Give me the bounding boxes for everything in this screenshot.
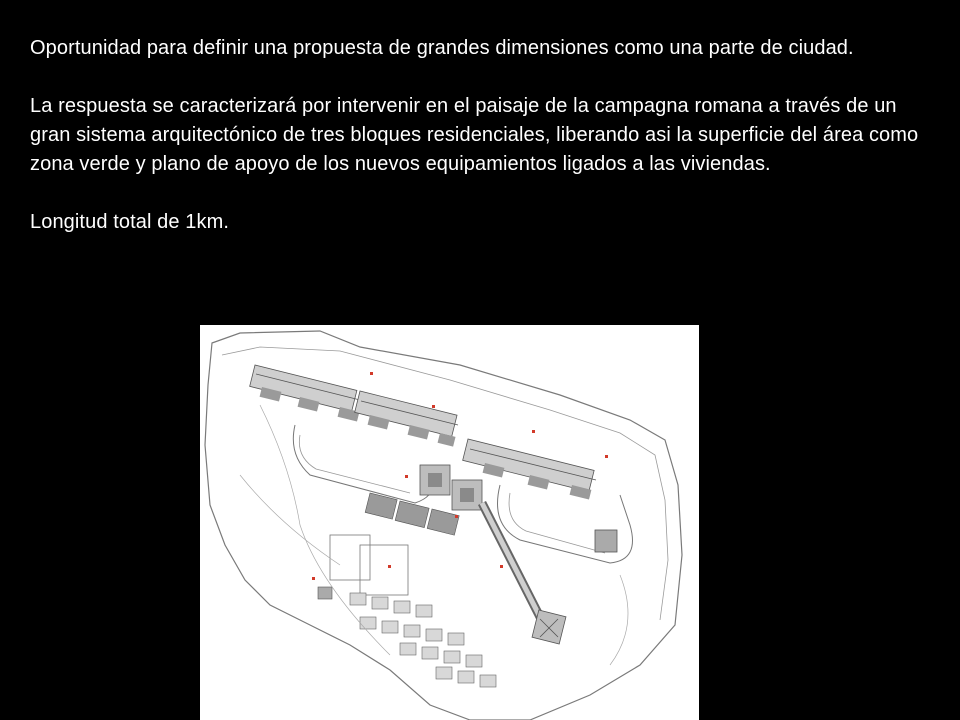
site-plan-drawing <box>200 325 699 720</box>
west-building <box>318 587 332 599</box>
description-paragraph: La respuesta se caracterizará por intervenir en el paisaje de la campagna romana a través de un gran sistema arquitectónico de tres bloques residenciales, liberando asi la superficie del área como zona verde y plano de apoyo de los nuevos equipamientos ligados a las viviendas. <box>30 95 919 175</box>
slide-text <box>30 34 935 237</box>
east-building <box>595 530 617 552</box>
length-paragraph: Longitud total de 1km. <box>30 211 229 233</box>
site-plan-image <box>200 325 699 720</box>
intro-paragraph: Oportunidad para definir una propuesta de grandes dimensiones como una parte de ciudad. <box>30 37 854 59</box>
